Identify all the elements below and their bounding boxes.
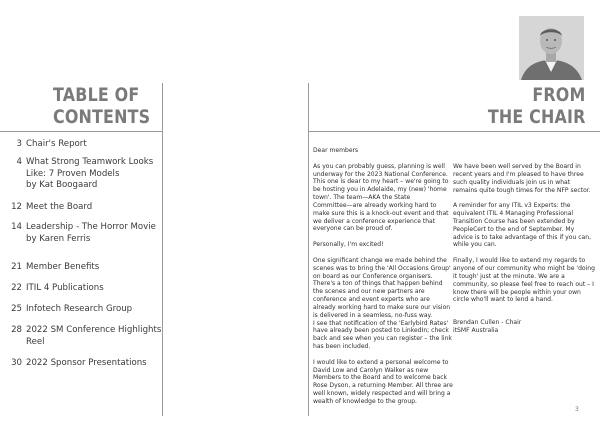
center-divider [308,83,309,416]
chair-rule [308,131,600,132]
toc-page-number: 30 [11,358,22,368]
letter-line: wealth of knowledge to the group. [313,398,417,405]
letter-line: anyone of our community who might be 'doing [453,264,595,272]
letter-line: be hosting you in Adelaide, my (new) 'home [313,186,447,194]
letter-paragraph [313,147,453,155]
toc-page-number: 22 [11,283,22,293]
letter-line: Finally, I would like to extend my regards to [453,257,586,265]
letter-line: circle who'll want to lend a hand. [453,296,553,304]
letter-line: back and see when you can register – the link [313,335,452,343]
toc-line: ITIL 4 Publications [26,283,104,293]
letter-line: has been included. [313,343,371,351]
toc-divider [162,83,163,416]
toc-line: Like: 7 Proven Models [26,168,120,179]
letter-line: make sure this is a knock-out event and that [313,209,449,217]
toc-page-number: 28 [11,325,22,335]
toc-item-title [26,139,87,151]
letter-line: I see that notification of the 'Earlybird Rates' [313,319,449,327]
toc-line: by Kat Boogaard [26,180,98,190]
letter-paragraph [313,241,453,249]
toc-item-title [26,202,92,214]
letter-line: A reminder for any ITIL v3 Experts: the [453,202,571,210]
letter-line: I would like to extend a personal welcome to [313,358,449,366]
letter-line: Committee—are already working hard to [313,201,437,209]
toc-page-number: 4 [16,157,22,167]
toc-item-title [26,325,161,348]
page-number: 3 [575,406,579,413]
toc-heading [53,85,150,129]
toc-line: Infotech Research Group [26,304,133,314]
letter-line: Members to the Board and to welcome back [313,374,448,382]
chair-heading [487,85,585,129]
letter-line: This one is dear to my heart – we're going to [313,178,449,186]
toc-line: Meet the Board [26,202,93,212]
toc-heading-line-2: CONTENTS [53,107,151,128]
letter-paragraph [453,257,595,304]
toc-line: Leadership - The Horror Movie [26,222,156,232]
letter-column-left [313,147,453,414]
letter-line: well known, widely respected and will bring a [313,390,451,398]
letter-line: Dear members [313,147,359,154]
letter-line: There's a ton of things that happen behind [313,280,443,288]
letter-line: already working hard to make sure our vision [313,303,451,311]
toc-page-number: 25 [11,304,22,314]
letter-line: As you can probably guess, planning is well [313,162,445,170]
author-photo [519,16,584,80]
letter-line: One significant change we made behind the [313,256,447,264]
letter-line: Personally, I'm excited! [313,241,384,249]
letter-paragraph [453,163,595,194]
letter-line: know there will be people within your own [453,288,581,296]
toc-page-number: 14 [11,222,22,232]
letter-line: recent years and I'm pleased to have three [453,170,584,178]
toc-line: 2022 SM Conference Highlights [26,325,162,335]
letter-line: it tough' just at the minute. We are a [453,272,565,280]
letter-line: Transition Course has been extended by [453,217,575,225]
letter-line: PeopleCert to the end of September. My [453,225,575,233]
toc-item-title [26,262,99,274]
letter-line: advice is to take advantage of this if you can, [453,233,591,241]
signature-name: Brendan Cullen - Chair [453,319,522,327]
toc-rule [0,131,162,132]
letter-line: on board as our Conference organisers. [313,272,433,280]
chair-heading-line-2: THE CHAIR [487,107,585,128]
toc-line: 2022 Sponsor Presentations [26,358,147,368]
letter-line: remains quite tough times for the NFP sector. [453,186,591,194]
letter-paragraph [313,257,453,351]
letter-line: David Low and Carolyn Walker as new [313,366,429,374]
letter-column-right [453,163,595,343]
letter-line: such quality individuals join us in what [453,178,571,186]
toc-line: Reel [26,336,45,347]
letter-line: community, so please feel free to reach out – I [453,280,594,288]
letter-line: everyone can be proud of. [313,225,393,233]
toc-heading-line-1: TABLE OF [53,85,140,106]
letter-paragraph [313,359,453,406]
letter-line: the scenes and our new partners are [313,288,425,296]
letter-line: we deliver a conference experience that [313,217,436,225]
letter-line: We have been well served by the Board in [453,163,581,170]
toc-line: by Karen Ferris [26,233,91,244]
toc-line: Member Benefits [26,262,100,272]
signature-org: itSMF Australia [453,327,499,335]
letter-line: is delivered in a seamless, no-fuss way. [313,311,433,319]
letter-signature [453,319,595,335]
letter-line: underway for the 2023 National Conference. [313,170,448,178]
toc-item-title [26,358,147,370]
letter-paragraph [453,202,595,249]
toc-item-title [26,304,132,316]
toc-page-number: 12 [11,202,22,212]
toc-page-number: 3 [16,139,22,149]
toc-line: What Strong Teamwork Looks [26,157,154,167]
toc-item-title [26,283,104,295]
toc-item-title [26,222,156,245]
letter-line: Rose Dyson, a returning Member. All three are [313,382,453,390]
letter-line: scenes was to bring the 'All Occasions Group' [313,264,451,272]
letter-line: conference and event experts who are [313,296,430,304]
toc-item-title [26,157,153,192]
letter-line: while you can. [453,241,497,249]
toc-line: Chair's Report [26,139,87,149]
letter-line: town'. The team—AKA the State [313,194,411,202]
toc-page-number: 21 [11,262,22,272]
letter-paragraph [313,163,453,234]
letter-line: have already been posted to LinkedIn; check [313,327,449,335]
chair-heading-line-1: FROM [531,85,585,106]
letter-line: equivalent ITIL 4 Managing Professional [453,210,574,218]
